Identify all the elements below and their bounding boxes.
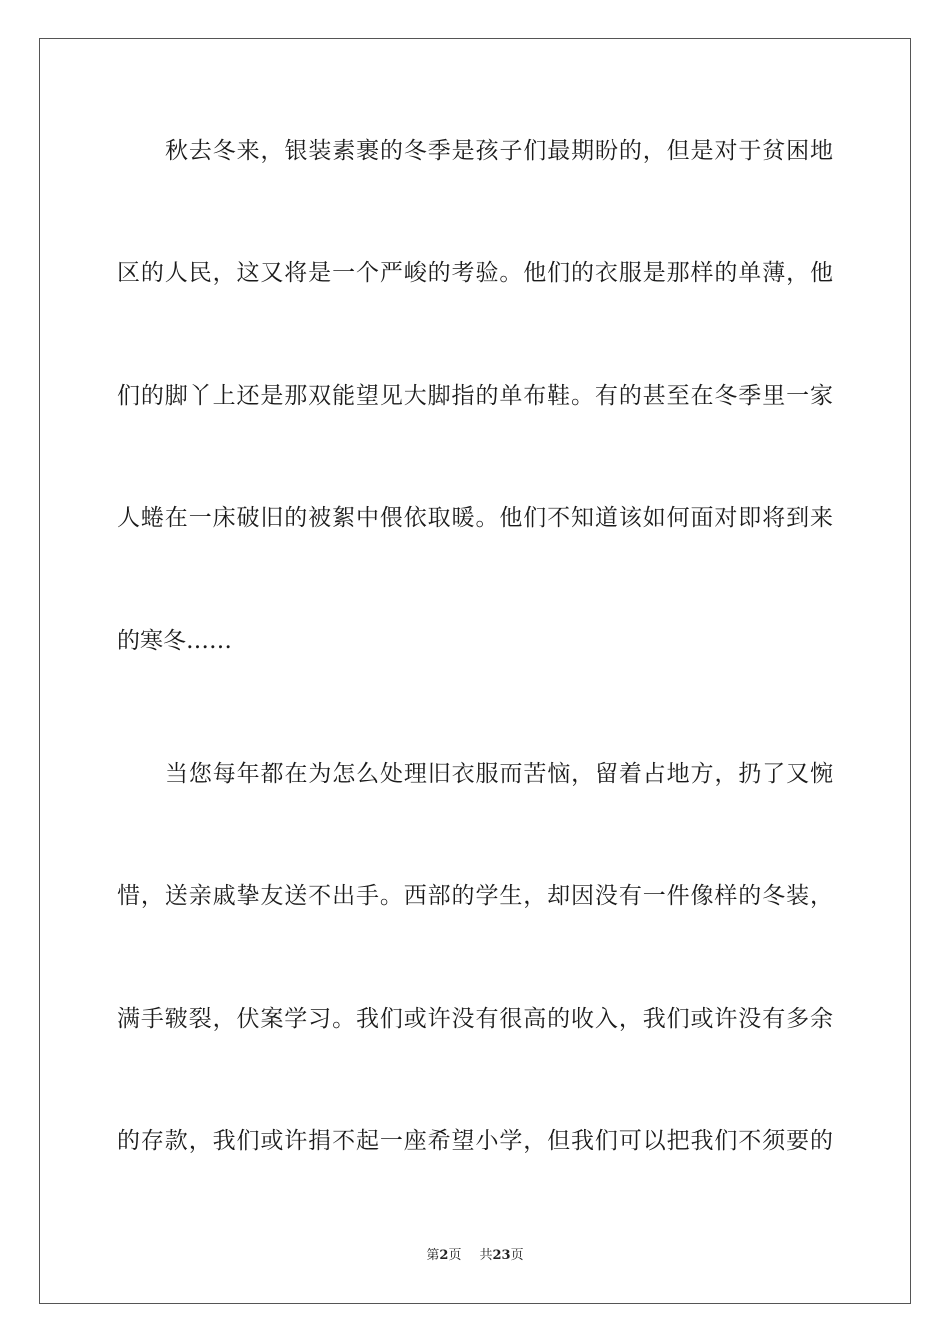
paragraph-2-line-1: 当您每年都在为怎么处理旧衣服而苦恼，留着占地方，扔了又惋 <box>165 761 833 787</box>
total-prefix: 共 <box>479 1248 493 1263</box>
paragraph-1-line-3: 们的脚丫上还是那双能望见大脚指的单布鞋。有的甚至在冬季里一家 <box>117 383 833 409</box>
paragraph-1-line-2: 区的人民，这又将是一个严峻的考验。他们的衣服是那样的单薄，他 <box>117 260 833 286</box>
page-footer <box>0 1247 950 1265</box>
page-number: 2 <box>439 1248 449 1263</box>
paragraph-2-line-3: 满手皲裂，伏案学习。我们或许没有很高的收入，我们或许没有多余 <box>117 1006 833 1032</box>
paragraph-2-line-4: 的存款，我们或许捐不起一座希望小学，但我们可以把我们不须要的 <box>117 1128 833 1154</box>
total-suffix: 页 <box>510 1248 524 1263</box>
page-prefix: 第 <box>426 1248 440 1263</box>
paragraph-1-line-1: 秋去冬来，银装素裹的冬季是孩子们最期盼的，但是对于贫困地 <box>165 138 833 164</box>
page-border <box>39 38 911 1304</box>
paragraph-1-line-5: 的寒冬…… <box>117 628 232 654</box>
total-pages: 23 <box>492 1248 511 1263</box>
paragraph-2-line-2: 惜，送亲戚挚友送不出手。西部的学生，却因没有一件像样的冬装， <box>117 883 833 909</box>
paragraph-1-line-4: 人蜷在一床破旧的被絮中偎依取暖。他们不知道该如何面对即将到来 <box>117 505 833 531</box>
page-suffix: 页 <box>448 1248 462 1263</box>
